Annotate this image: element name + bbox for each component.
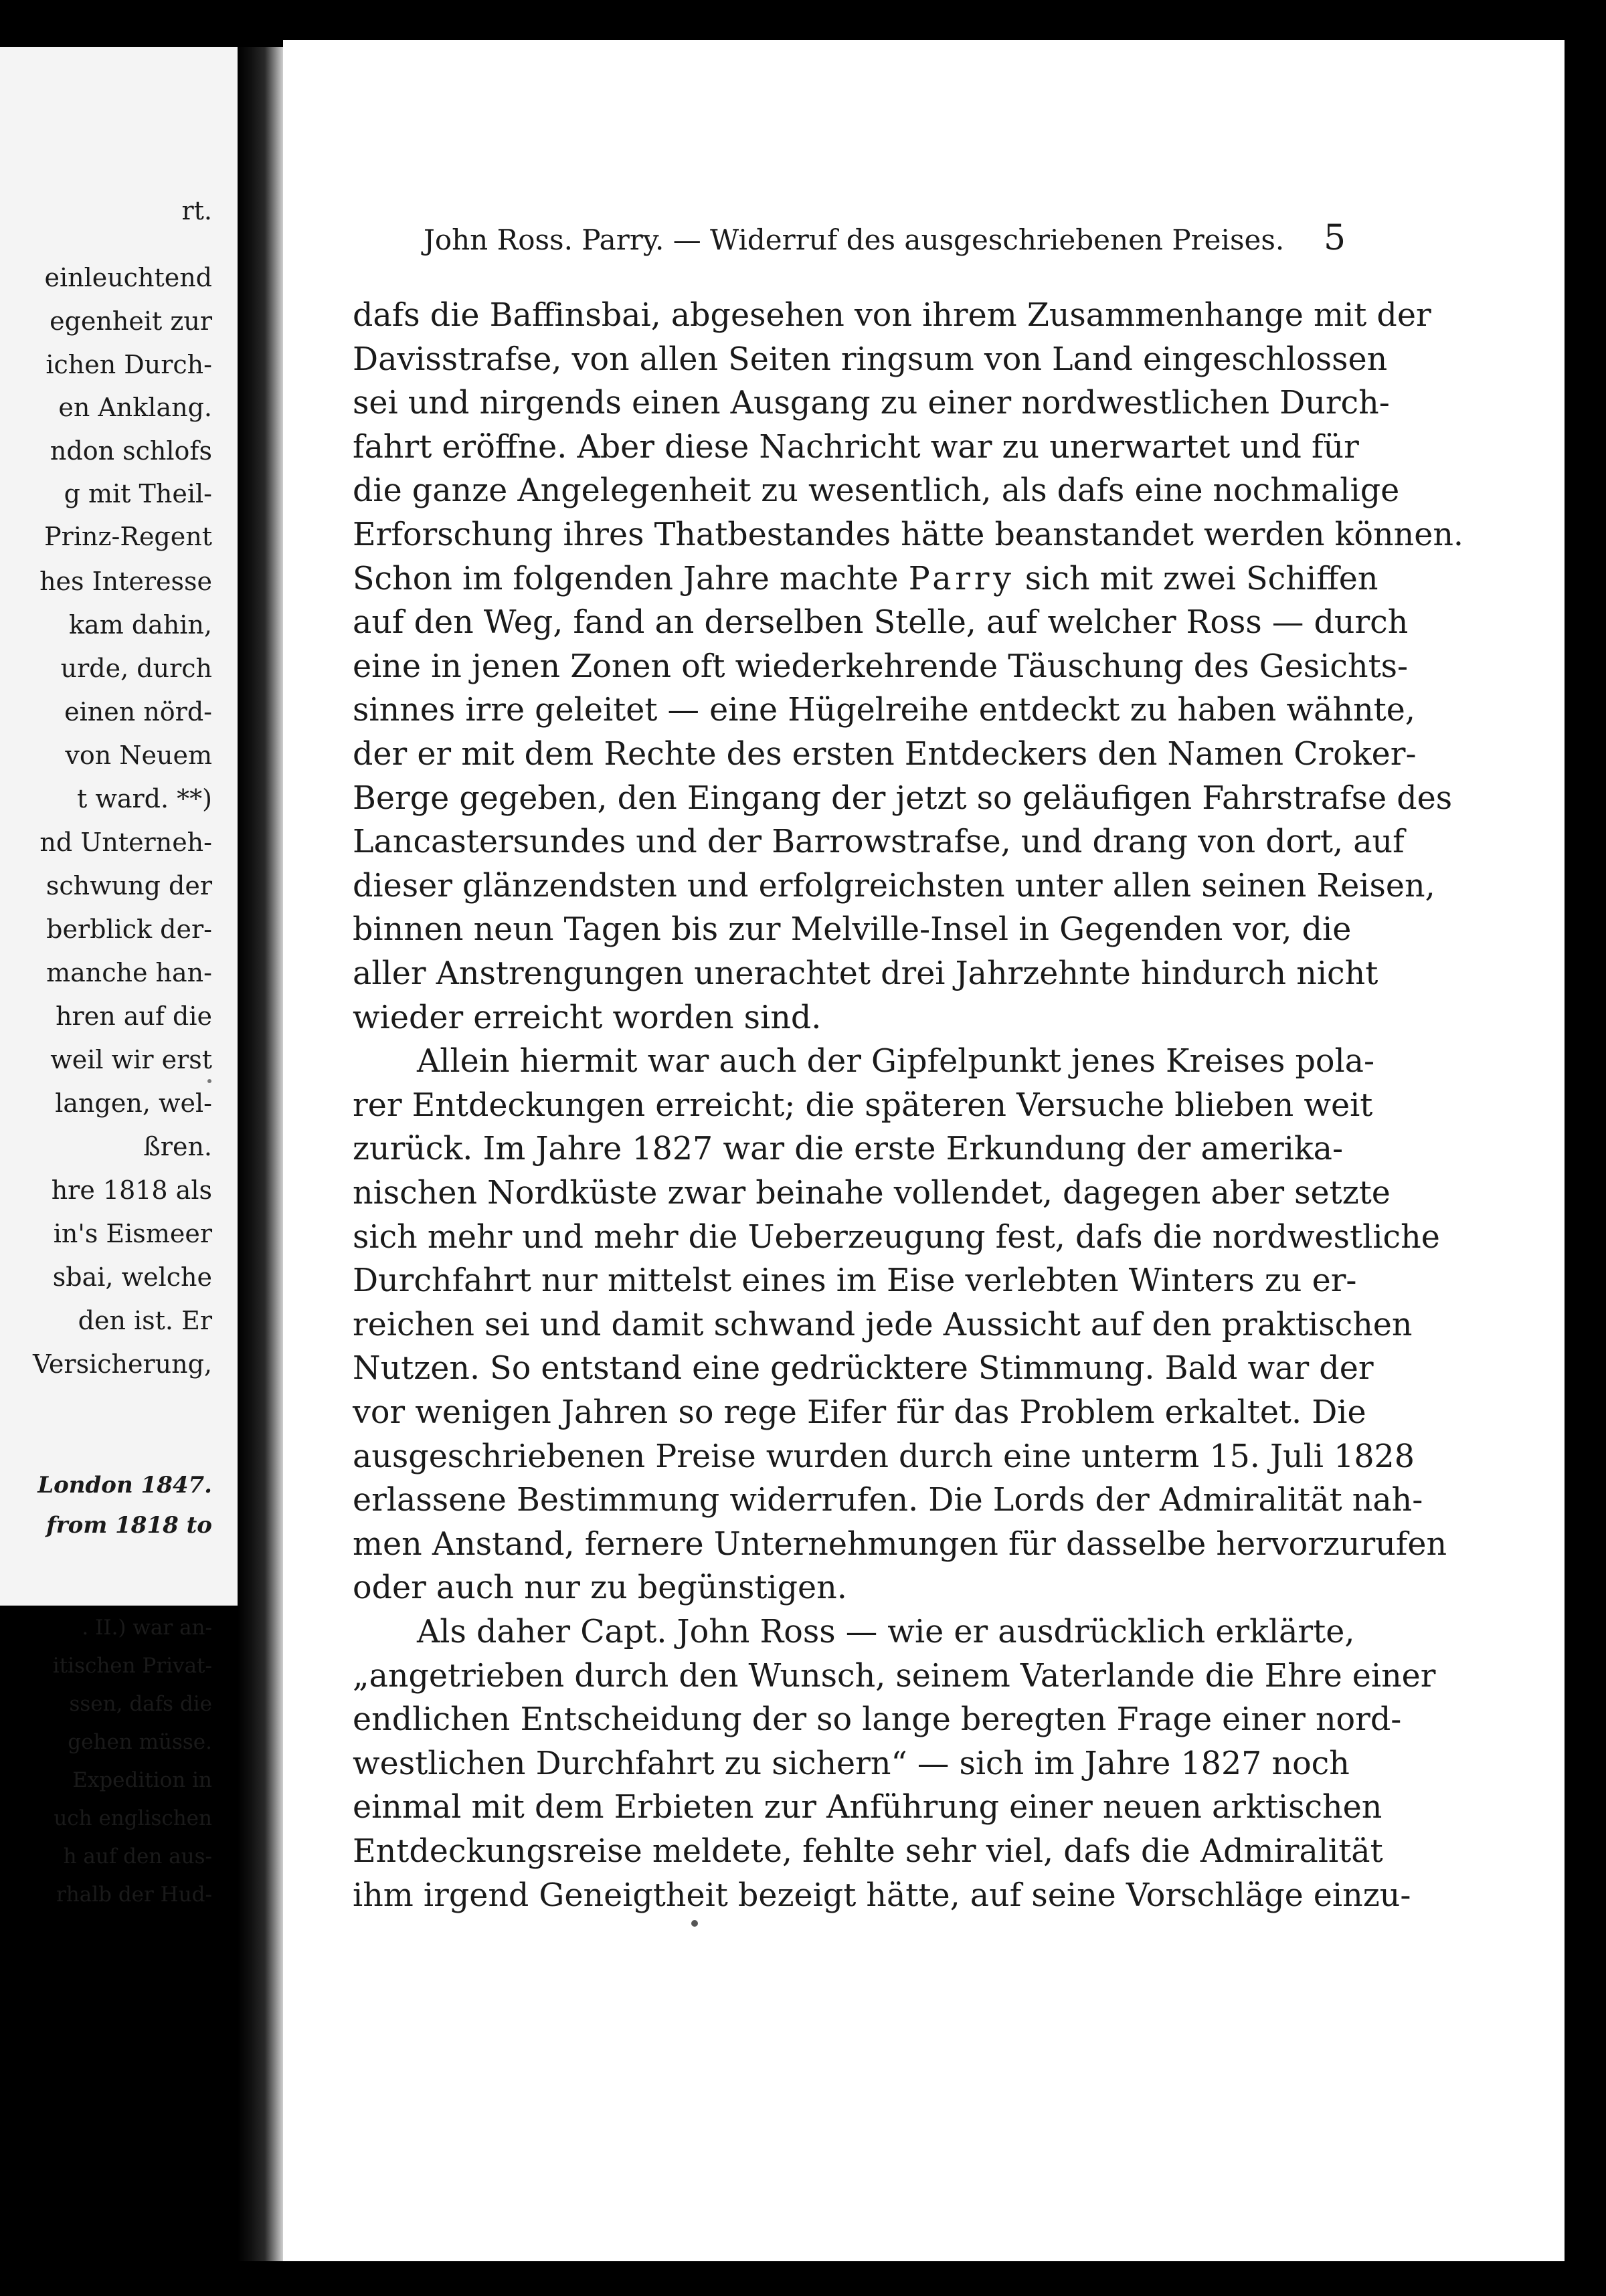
text-line: Nutzen. So entstand eine gedrücktere Stimmung. Bald war der bbox=[353, 1350, 1374, 1387]
running-header: John Ross. Parry. — Widerruf des ausgeschriebenen Preises. bbox=[424, 223, 1285, 256]
left-page-line: kam dahin, bbox=[69, 610, 212, 640]
left-page-line: ßren. bbox=[143, 1132, 212, 1161]
text-line: Entdeckungsreise meldete, fehlte sehr viel, dafs die Admiralität bbox=[353, 1833, 1383, 1870]
left-page-line: ichen Durch- bbox=[46, 350, 212, 379]
left-page-line: g mit Theil- bbox=[64, 479, 212, 508]
left-page-line: langen, wel- bbox=[55, 1088, 212, 1118]
left-page-line: schwung der bbox=[46, 871, 212, 900]
left-page-line: einleuchtend bbox=[44, 263, 212, 292]
text-line: binnen neun Tagen bis zur Melville-Insel in Gegenden vor, die bbox=[353, 911, 1352, 948]
left-footnote-line: rhalb der Hud- bbox=[56, 1883, 212, 1907]
left-page-fragment bbox=[0, 47, 238, 1907]
left-page-line: egenheit zur bbox=[50, 306, 212, 336]
text-line: Erforschung ihres Thatbestandes hätte beanstandet werden können. bbox=[353, 516, 1464, 553]
left-page-line: weil wir erst bbox=[50, 1045, 212, 1074]
spaced-name: Parry bbox=[908, 561, 1015, 597]
left-footnote-line: gehen müsse. bbox=[68, 1730, 212, 1754]
ink-speck bbox=[207, 1079, 211, 1083]
left-page-line: berblick der- bbox=[46, 915, 212, 944]
text-line: Allein hiermit war auch der Gipfelpunkt jenes Kreises pola- bbox=[417, 1043, 1375, 1080]
text-line: zurück. Im Jahre 1827 war die erste Erkundung der amerika- bbox=[353, 1131, 1343, 1167]
text-line: wieder erreicht worden sind. bbox=[353, 999, 822, 1036]
text-line: die ganze Angelegenheit zu wesentlich, als dafs eine nochmalige bbox=[353, 472, 1400, 509]
text-line: eine in jenen Zonen oft wiederkehrende Täuschung des Gesichts- bbox=[353, 648, 1409, 685]
left-footnote-ref: from 1818 to bbox=[46, 1512, 212, 1539]
text-line: dieser glänzendsten und erfolgreichsten unter allen seinen Reisen, bbox=[353, 868, 1435, 904]
text-line: aller Anstrengungen unerachtet drei Jahrzehnte hindurch nicht bbox=[353, 955, 1378, 992]
text-line: endlichen Entscheidung der so lange beregten Frage einer nord- bbox=[353, 1701, 1402, 1738]
left-page-line: einen nörd- bbox=[64, 697, 212, 727]
left-page-line: rt. bbox=[181, 196, 212, 225]
text-line: ihm irgend Geneigtheit bezeigt hätte, auf seine Vorschläge einzu- bbox=[353, 1877, 1411, 1914]
left-page-line: von Neuem bbox=[65, 741, 212, 770]
text-line: Lancastersundes und der Barrowstrafse, und drang von dort, auf bbox=[353, 824, 1405, 860]
left-page-line: hre 1818 als bbox=[51, 1175, 212, 1205]
text-line: Berge gegeben, den Eingang der jetzt so geläufigen Fahrstrafse des bbox=[353, 780, 1453, 817]
left-page-line: urde, durch bbox=[60, 654, 212, 683]
text-line: der er mit dem Rechte des ersten Entdeckers den Namen Croker- bbox=[353, 736, 1417, 773]
text-line: sinnes irre geleitet — eine Hügelreihe entdeckt zu haben wähnte, bbox=[353, 692, 1415, 729]
page-number: 5 bbox=[1324, 218, 1346, 258]
left-footnote-line: ssen, dafs die bbox=[69, 1692, 212, 1716]
text-line: erlassene Bestimmung widerrufen. Die Lords der Admiralität nah- bbox=[353, 1482, 1423, 1519]
left-page-line: nd Unterneh- bbox=[39, 828, 212, 857]
book-gutter bbox=[238, 47, 283, 2261]
left-footnote-line: itischen Privat- bbox=[52, 1654, 212, 1678]
text-line: einmal mit dem Erbieten zur Anführung einer neuen arktischen bbox=[353, 1789, 1382, 1826]
text-line: Durchfahrt nur mittelst eines im Eise verlebten Winters zu er- bbox=[353, 1262, 1357, 1299]
left-page-line: ndon schlofs bbox=[50, 436, 212, 466]
text-line: nischen Nordküste zwar beinahe vollendet, dagegen aber setzte bbox=[353, 1175, 1391, 1212]
text-line: reichen sei und damit schwand jede Aussicht auf den praktischen bbox=[353, 1307, 1413, 1343]
text-line: vor wenigen Jahren so rege Eifer für das Problem erkaltet. Die bbox=[353, 1394, 1366, 1431]
text-line: oder auch nur zu begünstigen. bbox=[353, 1569, 847, 1606]
text-line: „angetrieben durch den Wunsch, seinem Vaterlande die Ehre einer bbox=[353, 1658, 1436, 1695]
left-page-line: manche han- bbox=[46, 958, 212, 987]
left-page-line: t ward. **) bbox=[76, 784, 212, 814]
left-page-line: hren auf die bbox=[56, 1001, 212, 1031]
ink-speck bbox=[691, 1920, 698, 1927]
right-page bbox=[283, 40, 1565, 2261]
text-line: auf den Weg, fand an derselben Stelle, auf welcher Ross — durch bbox=[353, 604, 1409, 641]
text-line: dafs die Baffinsbai, abgesehen von ihrem Zusammenhange mit der bbox=[353, 297, 1431, 334]
left-footnote-ref: London 1847. bbox=[37, 1472, 212, 1499]
left-footnote-line: uch englischen bbox=[54, 1806, 212, 1830]
text-line: Als daher Capt. John Ross — wie er ausdrücklich erklärte, bbox=[417, 1614, 1355, 1650]
left-page-line: en Anklang. bbox=[58, 393, 212, 422]
text-line: men Anstand, fernere Unternehmungen für dasselbe hervorzurufen bbox=[353, 1526, 1447, 1563]
left-footnote-line: . II.) war an- bbox=[82, 1616, 212, 1640]
text-line: westlichen Durchfahrt zu sichern“ — sich im Jahre 1827 noch bbox=[353, 1745, 1350, 1782]
text-line: fahrt eröffne. Aber diese Nachricht war zu unerwartet und für bbox=[353, 429, 1359, 466]
text-line: Schon im folgenden Jahre machte Parry sich mit zwei Schiffen bbox=[353, 561, 1378, 597]
left-page-line: Versicherung, bbox=[32, 1349, 212, 1379]
text-line: sei und nirgends einen Ausgang zu einer nordwestlichen Durch- bbox=[353, 385, 1390, 421]
text-line: sich mehr und mehr die Ueberzeugung fest, dafs die nordwestliche bbox=[353, 1219, 1440, 1256]
left-footnote-line: h auf den aus- bbox=[63, 1844, 212, 1869]
left-page-line: in's Eismeer bbox=[53, 1219, 212, 1248]
left-page-line: sbai, welche bbox=[52, 1262, 212, 1292]
left-page-line: den ist. Er bbox=[78, 1306, 212, 1335]
text-line: ausgeschriebenen Preise wurden durch eine unterm 15. Juli 1828 bbox=[353, 1438, 1415, 1475]
left-footnote-line: Expedition in bbox=[72, 1768, 212, 1792]
text-line: rer Entdeckungen erreicht; die späteren Versuche blieben weit bbox=[353, 1087, 1373, 1124]
text-line: Davisstrafse, von allen Seiten ringsum von Land eingeschlossen bbox=[353, 341, 1388, 378]
left-page-line: Prinz-Regent bbox=[44, 522, 212, 551]
left-page-line: hes Interesse bbox=[39, 567, 212, 596]
